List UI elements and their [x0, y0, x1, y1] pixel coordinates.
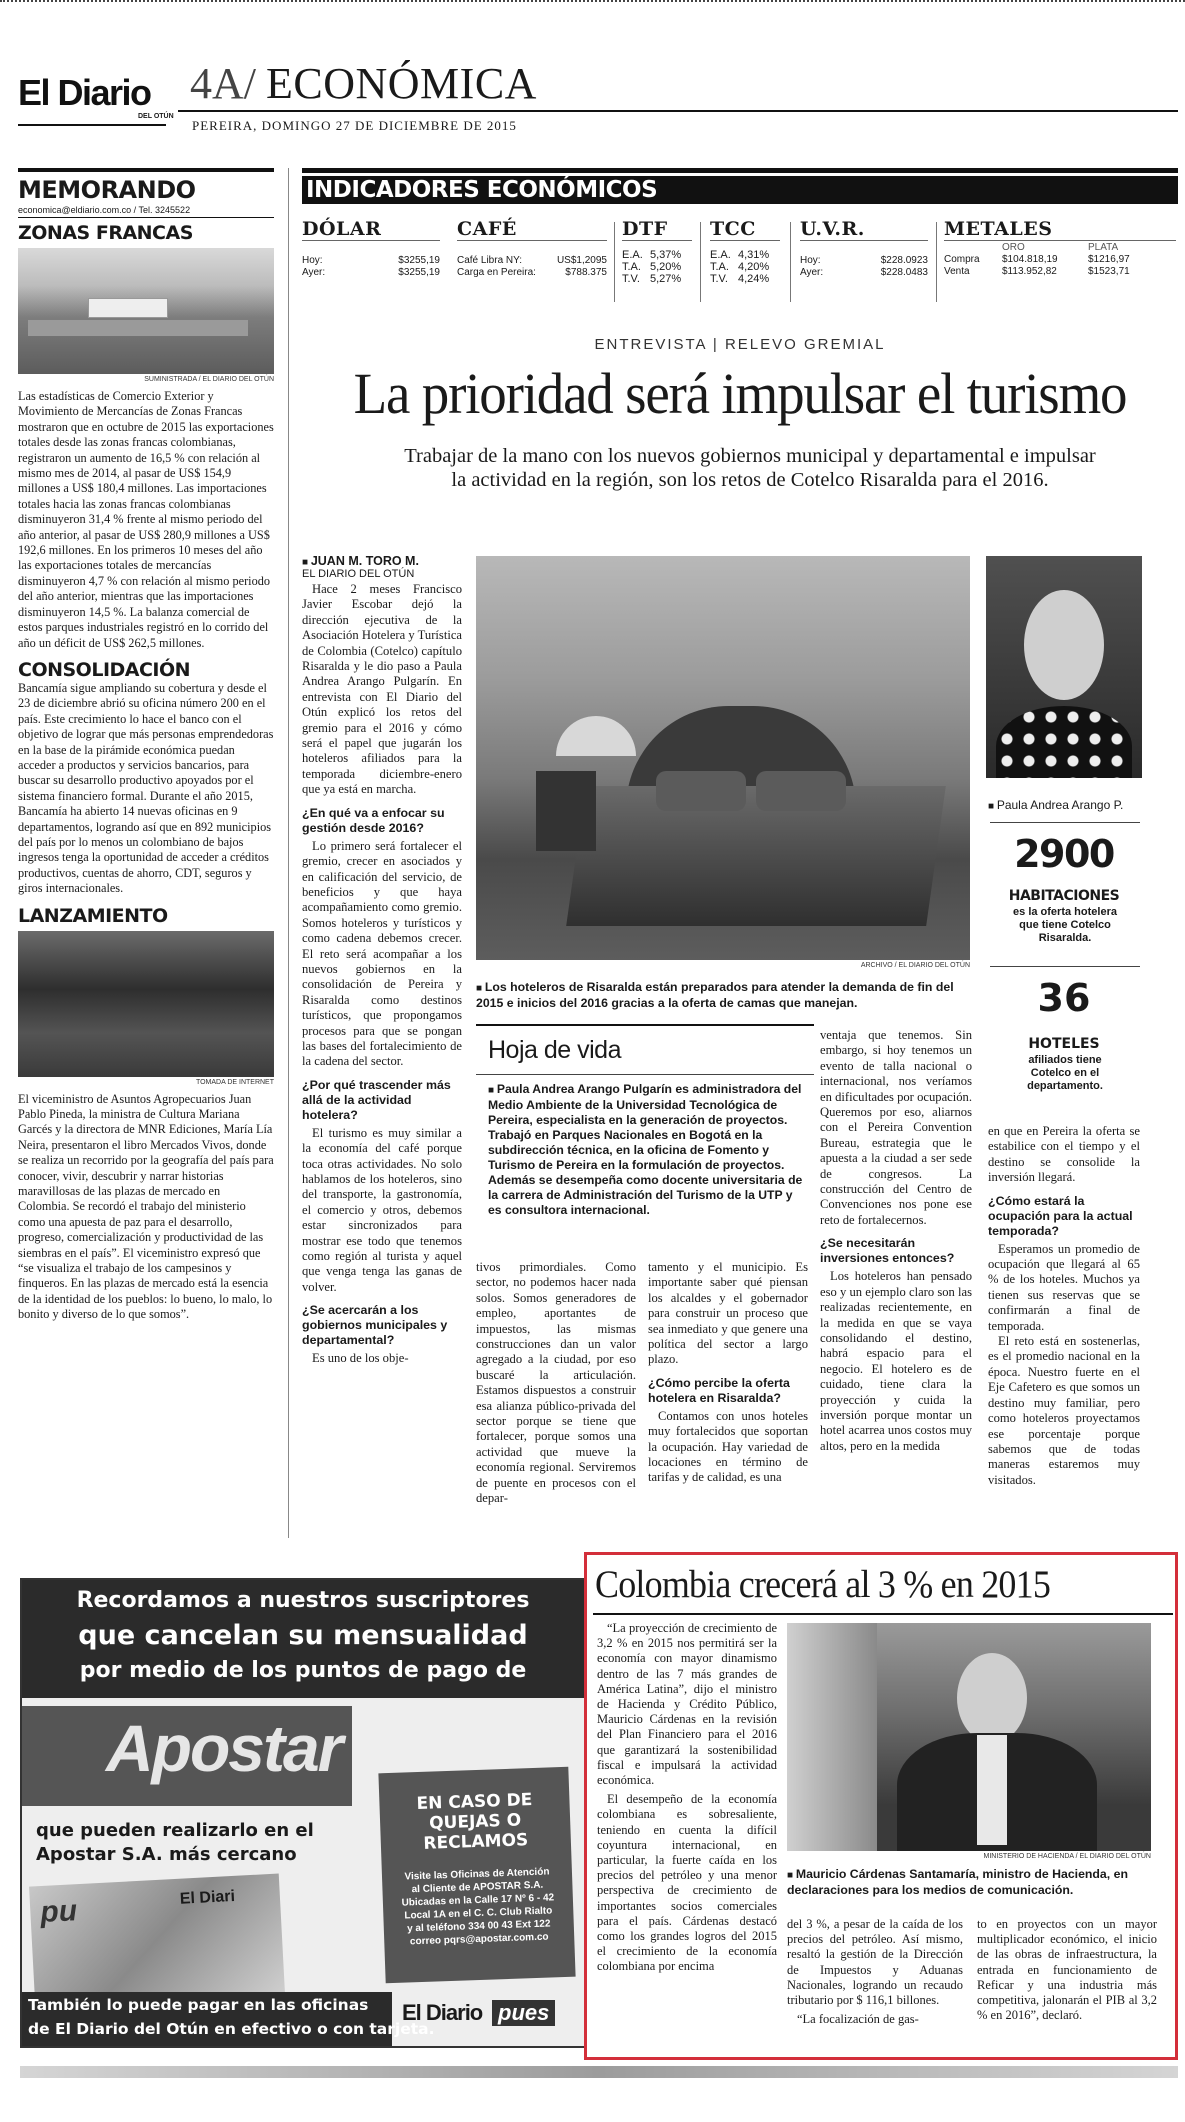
photo-credit-zonas: SUMINISTRADA / EL DIARIO DEL OTÚN [144, 376, 274, 383]
stat-36-sub: afiliados tiene Cotelco en el departamento. [1027, 1054, 1103, 1092]
minister-caption: ■ Mauricio Cárdenas Santamaría, ministro de Hacienda, en declaraciones para los medios de comunicación. [787, 1867, 1167, 1898]
minister-photo-credit: MINISTERIO DE HACIENDA / EL DIARIO DEL OTÚN [983, 1853, 1151, 1860]
minister-photo [787, 1623, 1151, 1851]
memorando-title: MEMORANDO [18, 176, 196, 204]
article-col-1 [302, 554, 462, 1514]
ad-footer-1: También lo puede pagar en las oficinas [28, 1996, 369, 2014]
ind-dolar: DÓLAR Hoy: $3255,19 Ayer: $3255,19 [302, 218, 440, 278]
ind-dtf: DTF E.A. 5,37% T.A. 5,20% T.V. 5,27% [622, 218, 692, 285]
question-5: ¿Se necesitarán inversiones entonces? [820, 1236, 955, 1266]
colombia-col-2: del 3 %, a pesar de la caída de los precios del petróleo. Así mismo, resaltó la gestión de la Dirección de Impuestos y Aduanas Nacionales, logrando un recaudo tributario por $ 116,1 billones. “La focalización de gas- [787, 1917, 963, 2027]
hotel-photo [476, 556, 970, 960]
text-lanzamiento: El viceministro de Asuntos Agropecuarios Juan Pablo Pineda, la ministra de Cultura Mariana Garcés y la directora de MNR Ediciones, María Lía Neira, presentaron el libro Mercados Vivos, donde se realiza un recorrido por la geografía del país para conocer, vivir, descubrir y narrar historias maravillosas de las plazas de mercado en Colombia. Se recordó el trabajo del ministerio como una apuesta de paz para el desarrollo, progreso, comercialización y productividad de las siembras en el país”. El viceministro expresó que “se visualiza el trabajo de los campesinos y finqueros. En las plazas de mercado está la esencia de la identidad de los pueblos: lo bueno, lo malo, lo bonito y diverso de lo que somos”. [18, 1091, 274, 1322]
stat-36-label: HOTELES [1028, 1036, 1100, 1052]
photo-zonas-francas [18, 248, 274, 374]
lead-paragraph: Hace 2 meses Francisco Javier Escobar dejó la dirección ejecutiva de la Asociación Hotelera y Turística de Colombia (Cotelco) capítulo Risaralda y le dio paso a Paula Andrea Arango Pulgarín. En entrevista con El Diario del Otún explicó los retos del gremio para el 2016 y cómo será el papel que jugarán los hoteleros afiliados para la temporada diciembre-enero que ya está en marcha. [302, 582, 462, 797]
ad-line-3: por medio de los puntos de pago de [79, 1658, 527, 1683]
stat-36: 36 [1037, 976, 1091, 1020]
byline: ■ JUAN M. TORO M. [302, 554, 462, 568]
answer-5: Los hoteleros han pensado eso y un ejemplo claro son las realizadas recientemente, en la medida en que se vaya consolidando el destino, habrá espacio para el negocio. El hotelero es de cuidado, tiene clara la proyección y cuida la inversión porque montar un hotel acarrea unos costos muy altos, pero en la medida [820, 1269, 972, 1453]
article-col-3: tamento y el municipio. Es importante saber qué piensan los alcaldes y el gobernador para construir un proceso que sea inmediato y que genere una política del sector a largo plazo. ¿Cómo percibe la oferta hotelera en Risaralda? Contamos con unos hoteles muy fortalecidos que soportan la ocupación. Hay variedad de locaciones en término de tarifas y de calidad, es una [648, 1260, 808, 1485]
ind-metales: METALES ORO PLATA Compra $104.818,19 $1216,97 Venta $113.952,82 $1523,71 [944, 218, 1176, 278]
answer-3: Es uno de los obje- [312, 1351, 409, 1366]
photo-credit-lanzamiento: TOMADA DE INTERNET [195, 1078, 274, 1086]
portrait-caption: ■ Paula Andrea Arango P. [988, 798, 1148, 812]
masthead [0, 0, 1185, 150]
answer-4: Contamos con unos hoteles muy fortalecidos que soportan la ocupación. Hay variedad de locaciones en término de tarifas y de calidad, es una [648, 1408, 808, 1485]
answer-1: Lo primero será fortalecer el gremio, crecer en asociados y en calificación del servicio, de beneficios y que haya acompañamiento como gremio. Somos hoteleros y turísticos y como cadena debemos crecer. El reto será acompañar a los nuevos gobiernos en la consolidación de Pereira y Risaralda como destinos turísticos, que propongamos procesos para que se pongan las bases del fortalecimiento de la cadena del sector. [302, 838, 462, 1069]
question-2: ¿Por qué trascender más allá de la actividad hotelera? [302, 1077, 451, 1122]
cv-box [476, 1024, 814, 1234]
logo: El Diario [18, 72, 151, 113]
article-deck: Trabajar de la mano con los nuevos gobiernos municipal y departamental e impulsar la actividad en la región, son los retos de Cotelco Risaralda para el 2016. [404, 445, 1096, 491]
stat-2900-sub: es la oferta hotelera que tiene Cotelco Risaralda. [1013, 906, 1117, 944]
photo-lanzamiento [18, 931, 274, 1077]
apostar-ad [20, 1578, 586, 2048]
cv-text: ■ Paula Andrea Arango Pulgarín es administradora del Medio Ambiente de la Universidad Tecnológica de Pereira, especialista en la generación de proyectos. Trabajó en Parques Nacionales en Bogotá en la subdirección técnica, en la oficina de Fomento y Turismo de Pereira en la formulación de proyectos. Además se desempeña como docente universitaria de la carrera de Administración del Turismo de la UTP y es consultora internacional. [488, 1082, 808, 1218]
answer-2: El turismo es muy similar a la economía del café porque toca otras actividades. No solo hablamos de los hoteleros, sino del transporte, la gastronomía, el comercio y otros, debemos estar sincronizados para mostrar ese todo que tenemos como región al turista y aquel que venga tenga las ganas de volver. [302, 1125, 462, 1294]
answer-6a: Esperamos un promedio de ocupación que llegará al 65 % de los hoteles. Muchos ya tienen sus reservas que se confirmarán a final de temporada. [988, 1241, 1140, 1333]
question-3: ¿Se acercarán a los gobiernos municipales y departamental? [302, 1303, 448, 1348]
ind-uvr: U.V.R. Hoy: $228.0923 Ayer: $228.0483 [800, 218, 928, 278]
ind-cafe: CAFÉ Café Libra NY: US$1,2095 Carga en Pereira: $788.375 [457, 218, 607, 278]
byline-org: EL DIARIO DEL OTÚN [302, 568, 415, 580]
colombia-headline: Colombia crecerá al 3 % en 2015 [595, 1562, 1051, 1606]
heading-zonas-francas: ZONAS FRANCAS [18, 222, 193, 244]
memorando-contact: economica@eldiario.com.co / Tel. 3245522 [18, 205, 274, 218]
article-col-5: en que en Pereira la oferta se estabilice con el tiempo y el destino se consolide la inversión llegará. ¿Cómo estará la ocupación para la actual temporada? Esperamos un promedio de ocupación que llegará al 65 % de los hoteles. Muchos ya tienen sus reservas que se confirmarán a final de temporada. El reto está en sostenerlas, es el promedio nacional en la época. Nuestro fuerte en el Eje Cafetero es que somos un destino muy familiar, pero como hoteleros proyectamos ese porcentaje porque sabemos que de todas maneras estaremos muy visitados. [988, 1124, 1140, 1487]
article-col-2: tivos primordiales. Como sector, no podemos hacer nada solos. Somos generadores de empleo, aportantes de impuestos, las mismas construcciones dan un valor agregado a la ciudad, por eso buscaré la articulación. Estamos dispuestos a construir esa alianza público-privada del sector porque se tiene que fortalecer, porque somos una actividad que mueve la economía regional. Serviremos de puente en procesos con el depar- [476, 1260, 636, 1506]
portrait-photo [986, 556, 1142, 778]
ad-line-1: Recordamos a nuestros suscriptores [76, 1588, 530, 1613]
ad-newspapers: El Diari pu [29, 1874, 285, 2007]
question-4: ¿Cómo percibe la oferta hotelera en Risaralda? [648, 1375, 790, 1405]
memorando-sidebar [18, 168, 274, 1538]
hotel-photo-credit: ARCHIVO / EL DIARIO DEL OTÚN [860, 962, 970, 969]
article-kicker: ENTREVISTA | RELEVO GREMIAL [594, 336, 886, 353]
ad-footer-2: de El Diario del Otún en efectivo o con tarjeta. [28, 2020, 435, 2038]
apostar-logo: Apostar [106, 1711, 342, 1785]
answer-6b: El reto está en sostenerlas, es el promedio nacional en la época. Nuestro fuerte en el Eje Cafetero es que somos un destino muy familiar, pero como hoteleros proyectamos ese porcentaje porque sabemos que de todas maneras estaremos muy visitados. [988, 1334, 1140, 1487]
stat-2900: 2900 [1014, 832, 1114, 876]
ad-line-4: que pueden realizarlo en el [36, 1820, 314, 1841]
article-col-4: ventaja que tenemos. Sin embargo, si hoy tenemos un evento de talla nacional o internacional, nos veríamos en dificultades por ocupación. Queremos por eso, aliarnos con el Pereira Convention Bureau, estrategia que le apuesta a la ciudad a ser sede de congresos. La construcción del Centro de Convenciones nos pone ese reto de fortalecernos. ¿Se necesitarán inversiones entonces? Los hoteleros han pensado eso y un ejemplo claro son las realizadas recientemente, en la medida en que se vaya consolidando el destino, habrá espacio para el negocio. El hotelero es de cuidado, tiene clara la proyección y cuida la inversión porque montar un hotel acarrea unos costos muy altos, pero en la medida [820, 1028, 972, 1453]
ad-logo-pues: pues [492, 2000, 555, 2026]
indicators-panel [302, 168, 1178, 318]
colombia-col-1: “La proyección de crecimiento de 3,2 % en 2015 nos permitirá ser la economía con mayor dinamismo dentro de las 7 más grandes de América Latina”, dijo el ministro de Hacienda y Crédito Público, Mauricio Cárdenas en la revisión del Plan Financiero para el 2016 que garantizará la sostenibilidad fiscal e impulsará la actividad económica. El desempeño de la economía colombiana es sobresaliente, teniendo en cuenta la difícil coyuntura internacional, en particular, la fuerte caída en los precios del petróleo y una menor perspectiva de crecimiento de importantes socios comerciales para el país. Cárdenas destacó como los grandes logros del 2015 el crecimiento de la economía colombiana por encima [597, 1621, 777, 1974]
ad-line-2: que cancelan su mensualidad [78, 1620, 528, 1651]
bottom-strip [20, 2066, 1178, 2078]
ad-line-5: Apostar S.A. más cercano [36, 1844, 297, 1865]
heading-consolidacion: CONSOLIDACIÓN [18, 658, 191, 681]
text-consolidacion: Bancamía sigue ampliando su cobertura y desde el 23 de diciembre abrió su oficina número 200 en el país. Este crecimiento lo hace el banco con el objetivo de lograr que más personas emprendedoras en la base de la pirámide económica puedan acceder a productos y servicios bancarios, para buscar su desarrollo productivo apoyados por el sistema financiero formal. Durante el año 2015, Bancamía ha abierto 14 nuevas oficinas en 9 departamentos, logrando así que en 892 municipios del país por lo menos un colombiano de bajos ingresos tenga la oportunidad de acceder a créditos productivos, cuentas de ahorro, CDT, seguros y giros internacionales. [18, 680, 274, 896]
colombia-highlight-box [584, 1552, 1178, 2060]
section-title: ECONÓMICA [266, 59, 537, 108]
text-zonas-francas: Las estadísticas de Comercio Exterior y Movimiento de Mercancías de Zonas Francas mostraron que en octubre de 2015 las exportaciones totales desde las zonas francas colombianas, registraron un aumento de 16,5 % con relación al mismo mes de 2014, al pasar de US$ 154,9 millones a US$ 180,4 millones. Las importaciones totales hacia las zonas francas colombianas disminuyeron 31,4 % frente al mismo periodo del año anterior, al pasar de US$ 280,9 millones a US$ 192,6 millones. En los primeros 10 meses del año las exportaciones totales de mercancías disminuyeron 4,7 % con relación al mismo periodo del año anterior, mientras que las importaciones disminuyeron 14,5 %. La balanza comercial de estos parques industriales registró en lo corrido del año un déficit de US$ 262,5 millones. [18, 389, 274, 650]
ad-logo-diario: El Diario [402, 2000, 483, 2025]
logo-sub: DEL OTÚN [138, 113, 174, 120]
heading-lanzamiento: LANZAMIENTO [18, 904, 168, 927]
cv-title: Hoja de vida [488, 1036, 621, 1064]
hotel-photo-caption: ■ Los hoteleros de Risaralda están preparados para atender la demanda de fin del 2015 e inicios del 2016 gracias a la oferta de camas que manejan. [476, 980, 970, 1011]
stat-2900-label: HABITACIONES [1008, 888, 1120, 904]
indicators-title: INDICADORES ECONÓMICOS [302, 176, 1178, 204]
question-6: ¿Cómo estará la ocupación para la actual temporada? [988, 1193, 1133, 1238]
colombia-col-3: to en proyectos con un mayor multiplicador económico, el inicio de las obras de infraestructura, la entrada en funcionamiento de Reficar y una industria más competitiva, jalonarán el PIB al 3,2 % en 2016”, declaró. [977, 1917, 1157, 2023]
page-number: 4A/ [190, 59, 256, 108]
ind-tcc: TCC E.A. 4,31% T.A. 4,20% T.V. 4,24% [710, 218, 780, 285]
question-1: ¿En qué va a enfocar su gestión desde 2016? [302, 805, 445, 835]
article-headline: La prioridad será impulsar el turismo [353, 361, 1127, 426]
complaints-box: EN CASO DE QUEJAS O RECLAMOS Visite las Oficinas de Atención al Cliente de APOSTAR S.A. Ubicadas en la Calle 17 Nº 6 - 42 Local 1A en el C. C. Club Rialto y al teléfono 334 00 43 Ext 122 correo pqrs@apostar.com.co [378, 1767, 575, 1984]
dateline: PEREIRA, DOMINGO 27 DE DICIEMBRE DE 2015 [192, 118, 517, 133]
